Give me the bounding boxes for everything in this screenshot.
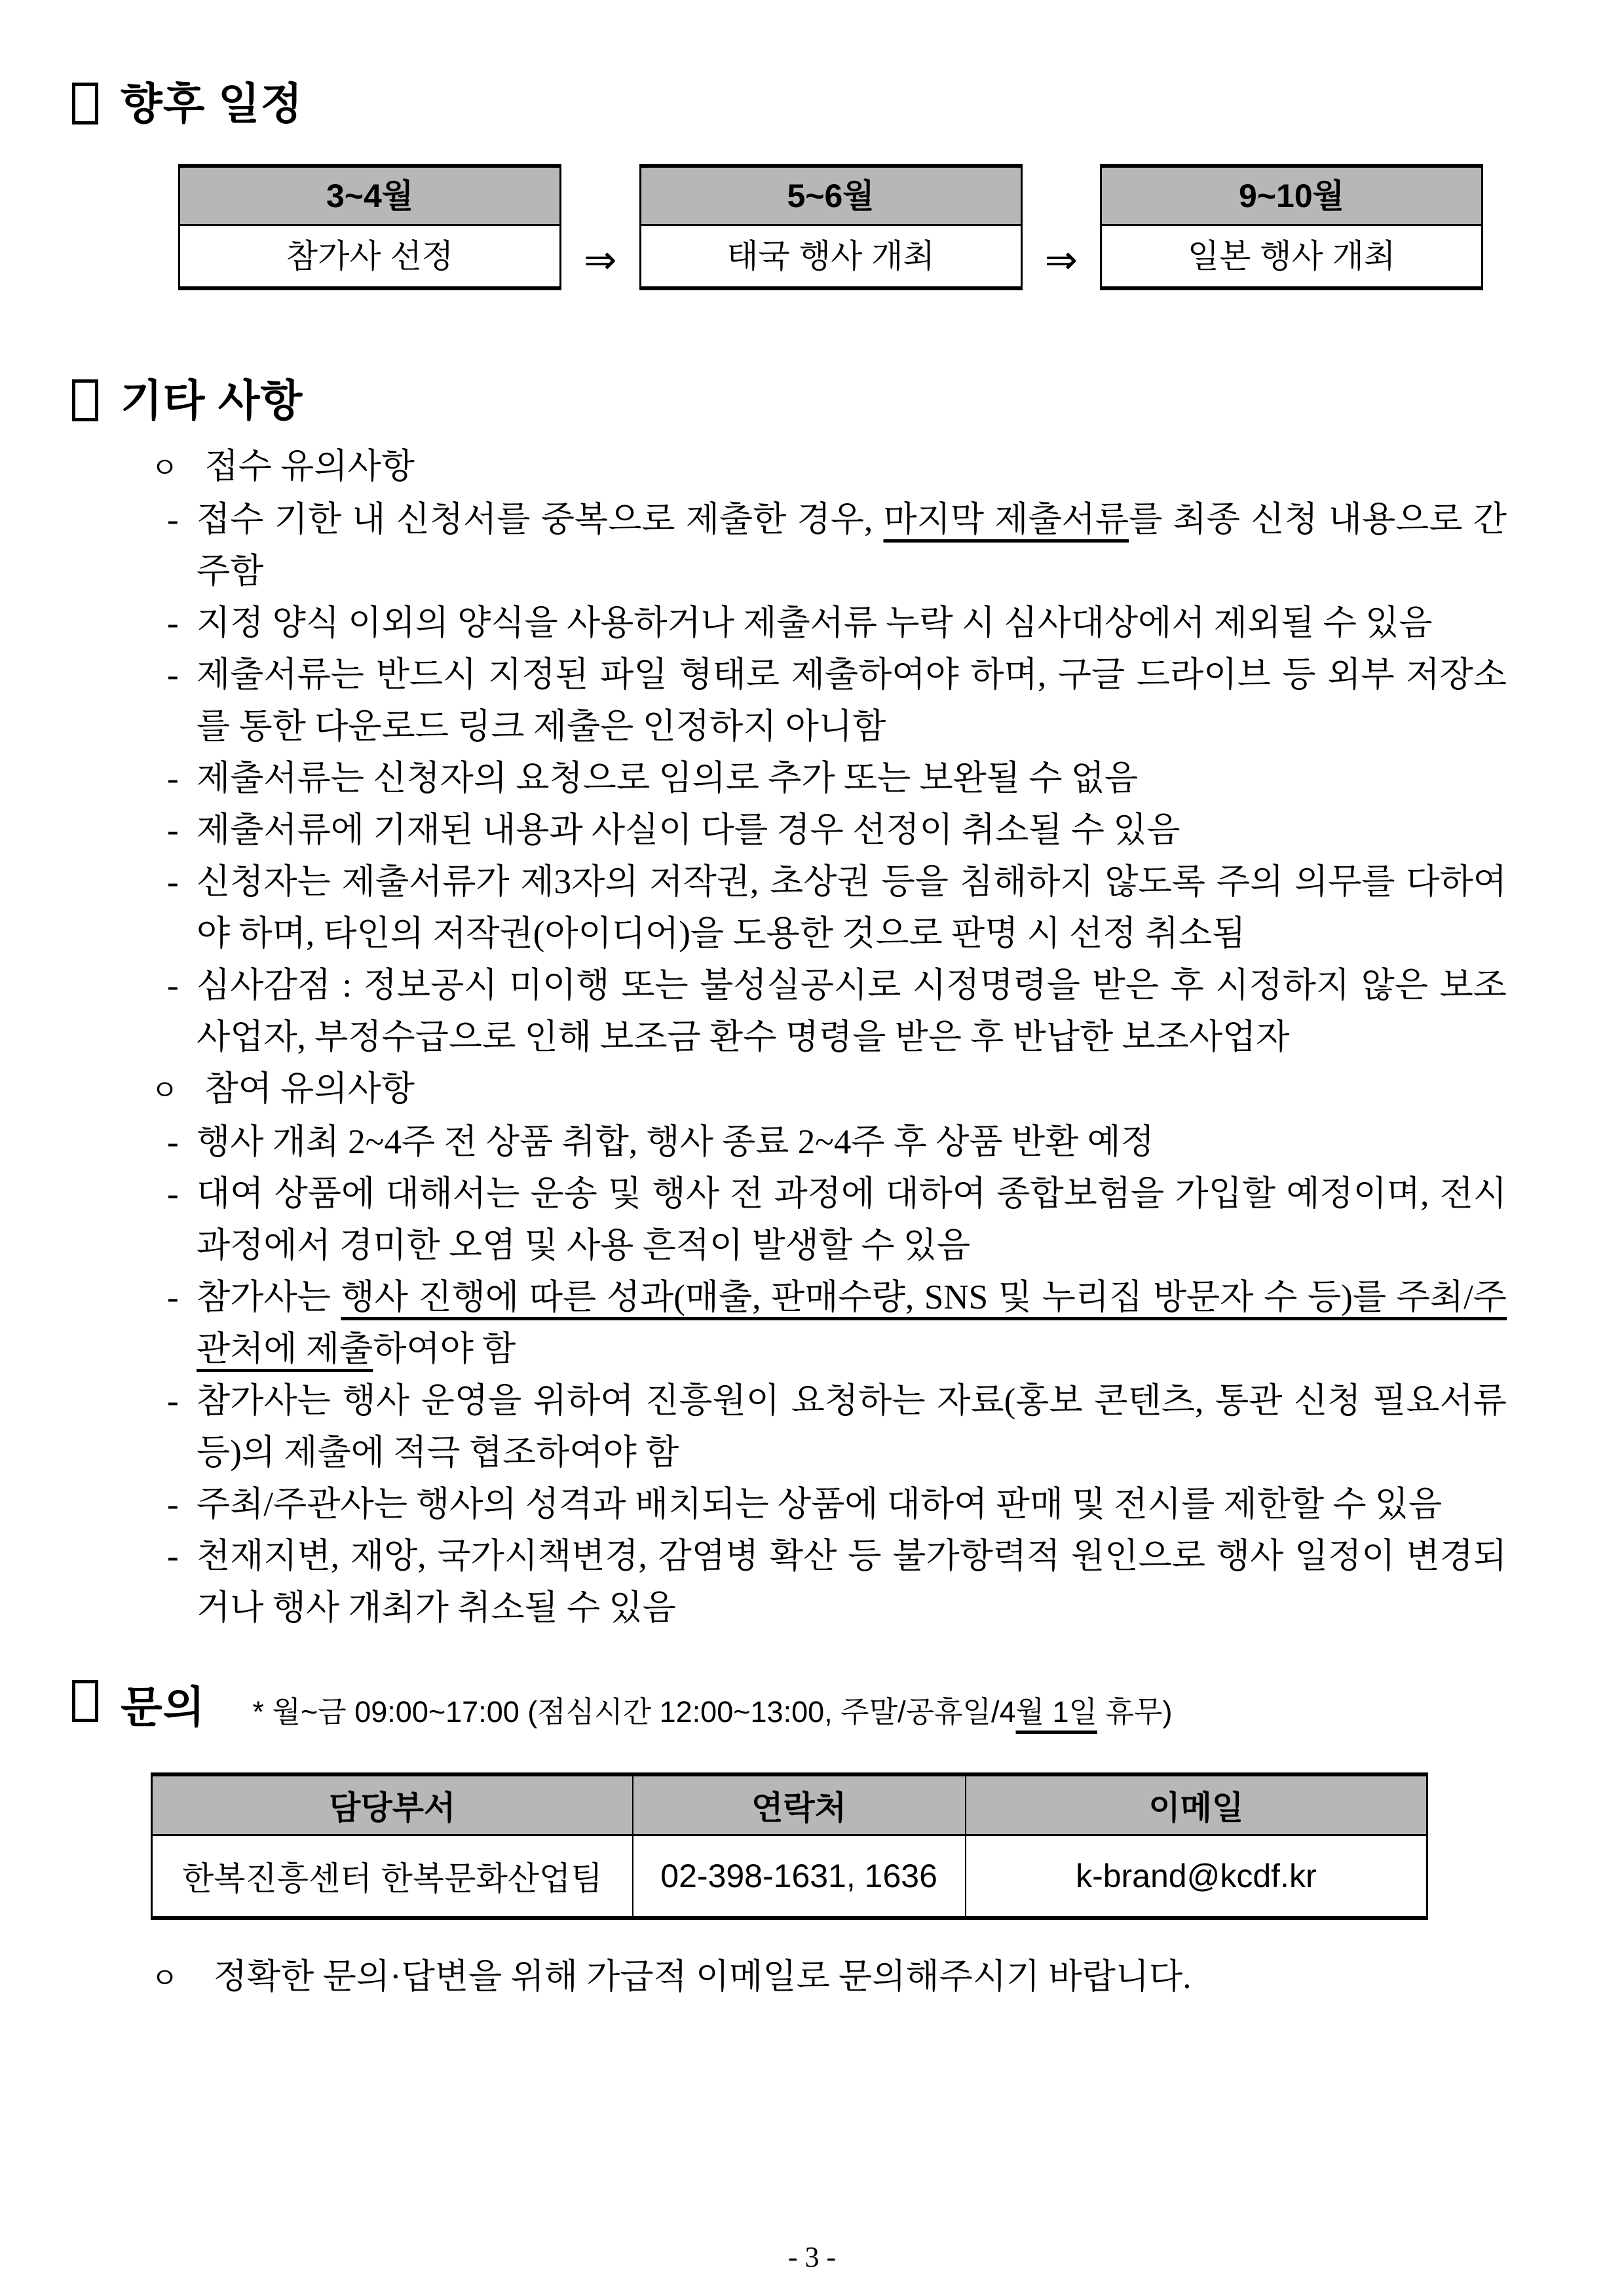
contact-table-body xyxy=(152,1835,1427,1919)
schedule-step xyxy=(639,164,1023,290)
list-item xyxy=(72,1168,1507,1272)
dash-bullet: - xyxy=(167,1175,179,1213)
text-segment: 심사감점 : 정보공시 미이행 또는 불성실공시로 시정명령을 받은 후 시정하지 않은 보조사업자, 부정수급으로 인해 보조금 환수 명령을 받은 후 반납한 보조사업자 xyxy=(197,966,1507,1056)
list-item xyxy=(72,1272,1507,1375)
inquiry-hours-note xyxy=(253,1686,1173,1738)
schedule-section-title: 향후 일정 xyxy=(121,79,303,128)
etc-section-title: 기타 사항 xyxy=(121,376,303,425)
text-segment: 주최/주관사는 행사의 성격과 배치되는 상품에 대하여 판매 및 전시를 제한할 수 있음 xyxy=(197,1485,1443,1523)
footer-note xyxy=(72,1951,1507,2004)
table-cell: k-brand@kcdf.kr xyxy=(966,1835,1427,1919)
page-number: - 3 - xyxy=(787,2241,837,2273)
dash-bullet: - xyxy=(167,1382,179,1420)
text-segment: 지정 양식 이외의 양식을 사용하거나 제출서류 누락 시 심사대상에서 제외될 수 있음 xyxy=(197,604,1433,642)
circle-bullet: ㅇ xyxy=(151,1962,179,1995)
text-segment: 를 최종 신청 내용으로 간주함 xyxy=(197,501,1507,590)
list-item xyxy=(72,805,1507,856)
group-heading-text: 참여 유의사항 xyxy=(204,1070,415,1108)
dash-bullet: - xyxy=(167,811,179,849)
group-heading xyxy=(72,1063,1507,1117)
dash-bullet: - xyxy=(167,1123,179,1161)
text-segment: 접수 기한 내 신청서를 중복으로 제출한 경우, xyxy=(197,501,884,539)
schedule-step-period: 3~4월 xyxy=(180,168,559,226)
list-item xyxy=(72,598,1507,649)
column-header: 이메일 xyxy=(966,1774,1427,1835)
list-item xyxy=(72,1117,1507,1168)
schedule-step-event: 태국 행사 개최 xyxy=(641,226,1021,286)
schedule-step-period: 5~6월 xyxy=(641,168,1021,226)
table-row xyxy=(152,1835,1427,1919)
contact-table-header-row xyxy=(152,1774,1427,1835)
column-header: 담당부서 xyxy=(152,1774,633,1835)
dash-bullet: - xyxy=(167,966,179,1004)
square-bullet-icon xyxy=(72,83,98,124)
dash-bullet: - xyxy=(167,1485,179,1523)
table-cell: 한복진흥센터 한복문화산업팀 xyxy=(152,1835,633,1919)
text-segment: * 월~금 09:00~17:00 (점심시간 12:00~13:00, 주말/공휴일/4 xyxy=(252,1695,1016,1729)
list-item xyxy=(72,753,1507,805)
text-segment: 천재지변, 재앙, 국가시책변경, 감염병 확산 등 불가항력적 원인으로 행사 일정이 변경되거나 행사 개최가 취소될 수 있음 xyxy=(197,1537,1507,1627)
dash-bullet: - xyxy=(167,863,179,901)
table-cell: 02-398-1631, 1636 xyxy=(633,1835,966,1919)
list-item xyxy=(72,960,1507,1063)
schedule-step-event: 일본 행사 개최 xyxy=(1102,226,1481,286)
flow-arrow-icon: ⇒ xyxy=(584,238,617,282)
schedule-step xyxy=(178,164,561,290)
text-segment: 제출서류에 기재된 내용과 사실이 다를 경우 선정이 취소될 수 있음 xyxy=(197,811,1180,849)
square-bullet-icon xyxy=(72,1680,98,1722)
text-segment: 제출서류는 신청자의 요청으로 임의로 추가 또는 보완될 수 없음 xyxy=(197,759,1139,797)
list-item xyxy=(72,494,1507,598)
group-heading-text: 접수 유의사항 xyxy=(204,448,415,486)
dash-bullet: - xyxy=(167,759,179,797)
column-header: 연락처 xyxy=(633,1774,966,1835)
text-segment: 휴무) xyxy=(1097,1695,1173,1729)
list-item xyxy=(72,649,1507,753)
dash-bullet: - xyxy=(167,1278,179,1316)
text-segment: 대여 상품에 대해서는 운송 및 행사 전 과정에 대하여 종합보험을 가입할 예정이며, 전시 과정에서 경미한 오염 및 사용 흔적이 발생할 수 있음 xyxy=(197,1175,1507,1265)
text-segment: 참가사는 행사 운영을 위하여 진흥원이 요청하는 자료(홍보 콘텐츠, 통관 신청 필요서류 등)의 제출에 적극 협조하여야 함 xyxy=(197,1382,1507,1472)
etc-section-heading xyxy=(72,374,1507,427)
text-segment: 신청자는 제출서류가 제3자의 저작권, 초상권 등을 침해하지 않도록 주의 의무를 다하여야 하며, 타인의 저작권(아이디어)을 도용한 것으로 판명 시 선정 취소됨 xyxy=(197,863,1507,953)
schedule-step-period: 9~10월 xyxy=(1102,168,1481,226)
dash-bullet: - xyxy=(167,1537,179,1575)
group-heading xyxy=(72,441,1507,494)
text-segment: 행사 개최 2~4주 전 상품 취합, 행사 종료 2~4주 후 상품 반환 예정 xyxy=(197,1123,1154,1161)
text-segment: 참가사는 xyxy=(197,1278,341,1316)
circle-bullet: ㅇ xyxy=(151,1075,179,1107)
list-item xyxy=(72,856,1507,960)
footer-note-text: 정확한 문의·답변을 위해 가급적 이메일로 문의해주시기 바랍니다. xyxy=(213,1958,1192,1996)
list-item xyxy=(72,1479,1507,1531)
underlined-text: 행사 진행에 따른 성과(매출, 판매수량, SNS 및 누리집 방문자 수 등)를 주최/주관처에 제출 xyxy=(197,1278,1507,1368)
contact-table xyxy=(151,1772,1428,1920)
dash-bullet: - xyxy=(167,604,179,642)
etc-section-body xyxy=(72,441,1507,1634)
schedule-section-heading xyxy=(72,77,1507,130)
schedule-flow xyxy=(178,164,1483,290)
schedule-step xyxy=(1100,164,1483,290)
inquiry-section-title: 문의 xyxy=(121,1683,206,1731)
schedule-step-event: 참가사 선정 xyxy=(180,226,559,286)
text-segment: 하여야 함 xyxy=(373,1330,516,1368)
dash-bullet: - xyxy=(167,656,179,694)
underlined-text: 월 1일 xyxy=(1015,1695,1097,1729)
square-bullet-icon xyxy=(72,379,98,421)
underlined-text: 마지막 제출서류 xyxy=(883,501,1129,539)
list-item xyxy=(72,1531,1507,1634)
list-item xyxy=(72,1375,1507,1479)
circle-bullet: ㅇ xyxy=(151,452,179,484)
inquiry-section-heading xyxy=(72,1680,1507,1738)
dash-bullet: - xyxy=(167,501,179,539)
text-segment: 제출서류는 반드시 지정된 파일 형태로 제출하여야 하며, 구글 드라이브 등 외부 저장소를 통한 다운로드 링크 제출은 인정하지 아니함 xyxy=(197,656,1507,746)
flow-arrow-icon: ⇒ xyxy=(1044,238,1078,282)
